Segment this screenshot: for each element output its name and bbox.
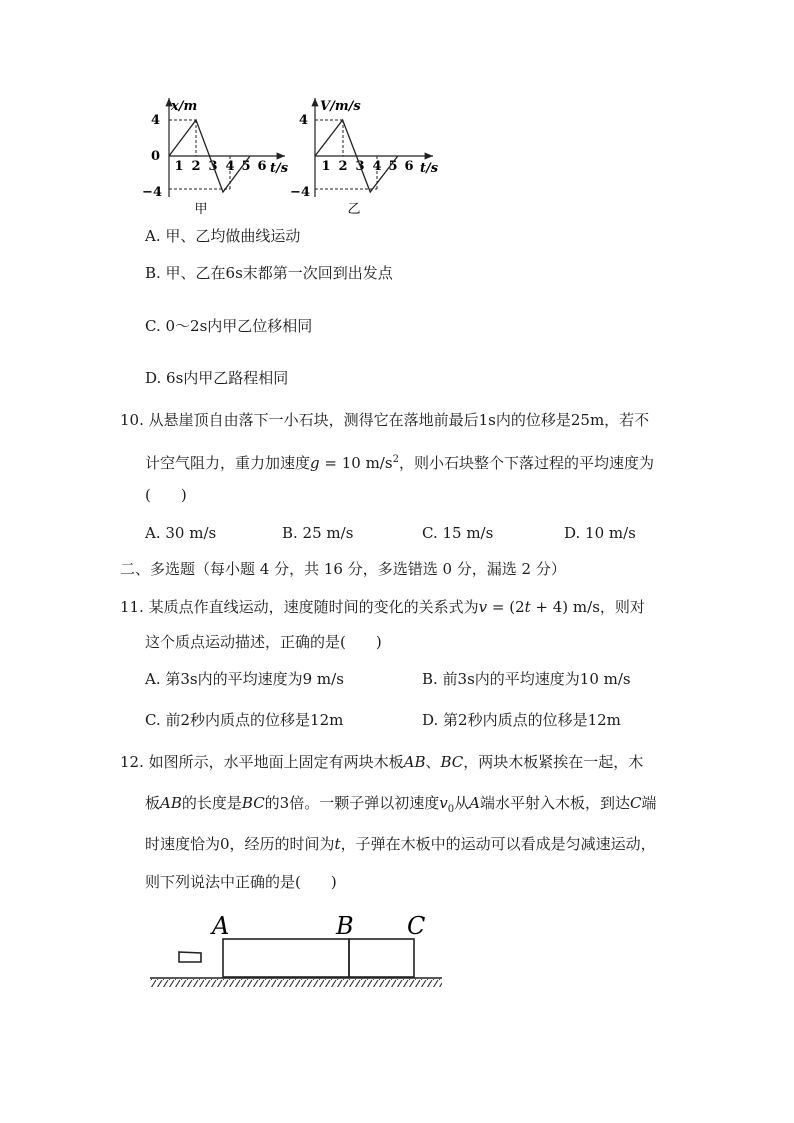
q10-option-d: D. 10 m/s — [564, 524, 636, 542]
section2-heading: 二、多选题（每小题 4 分，共 16 分，多选错选 0 分，漏选 2 分） — [120, 560, 566, 578]
q11-option-a: A. 第3s内的平均速度为9 m/s — [145, 670, 344, 688]
board-ab — [223, 939, 349, 977]
q10-option-b: B. 25 m/s — [282, 524, 354, 542]
x-tick-2: 2 — [338, 159, 348, 174]
x-tick-6: 6 — [404, 159, 414, 174]
q9-option-d: D. 6s内甲乙路程相同 — [145, 369, 289, 387]
q11-line2: 这个质点运动描述，正确的是( ) — [145, 633, 382, 651]
q9-option-b: B. 甲、乙在6s末都第一次回到出发点 — [145, 264, 393, 282]
label-c: C — [407, 912, 426, 940]
graph-jia — [140, 92, 292, 218]
q11-option-d: D. 第2秒内质点的位移是12m — [422, 711, 621, 729]
q9-option-a: A. 甲、乙均做曲线运动 — [145, 227, 301, 245]
label-a: A — [212, 912, 230, 940]
y-tick-4: 4 — [150, 113, 160, 128]
x-tick-3: 3 — [355, 159, 365, 174]
x-tick-1: 1 — [174, 159, 184, 174]
y-tick-4: 4 — [298, 113, 308, 128]
graph-caption: 乙 — [347, 202, 361, 217]
x-tick-4: 4 — [225, 159, 235, 174]
graph-yi — [288, 92, 440, 218]
x-axis-label: t/s — [420, 161, 439, 176]
bullet — [179, 952, 201, 962]
q10-option-c: C. 15 m/s — [422, 524, 494, 542]
q9-option-c: C. 0～2s内甲乙位移相同 — [145, 317, 313, 335]
q12-line4: 则下列说法中正确的是( ) — [145, 873, 337, 891]
graph-caption: 甲 — [194, 202, 208, 217]
x-tick-3: 3 — [208, 159, 218, 174]
x-tick-6: 6 — [257, 159, 267, 174]
board-figure — [145, 908, 445, 994]
q10-line1: 10. 从悬崖顶自由落下一小石块，测得它在落地前最后1s内的位移是25m，若不 — [120, 411, 650, 429]
x-tick-4: 4 — [372, 159, 382, 174]
x-tick-5: 5 — [241, 159, 251, 174]
q12-line2: 板AB的长度是BC的3倍。一颗子弹以初速度$v_0$从A端水平射入木板，到达C端 — [145, 794, 657, 815]
y-axis-label: x/m — [171, 99, 198, 114]
board-bc — [349, 939, 414, 977]
y-tick-0: 0 — [150, 149, 160, 164]
x-tick-2: 2 — [191, 159, 201, 174]
q11-option-b: B. 前3s内的平均速度为10 m/s — [422, 670, 631, 688]
y-tick-neg4: −4 — [142, 185, 162, 200]
q10-option-a: A. 30 m/s — [145, 524, 217, 542]
label-b: B — [336, 912, 354, 940]
q10-line2: 计空气阻力，重力加速度g = 10 $m/s^2$，则小石块整个下落过程的平均速度为 — [145, 454, 654, 472]
ground-hatch — [150, 979, 442, 987]
x-axis-label: t/s — [270, 161, 289, 176]
y-axis-label: V/m/s — [320, 99, 361, 114]
q11-option-c: C. 前2秒内质点的位移是12m — [145, 711, 344, 729]
x-tick-5: 5 — [388, 159, 398, 174]
y-tick-neg4: −4 — [290, 185, 310, 200]
q12-line1: 12. 如图所示，水平地面上固定有两块木板AB、BC，两块木板紧挨在一起，木 — [120, 753, 644, 771]
q11-line1: 11. 某质点作直线运动，速度随时间的变化的关系式为v = (2t + 4) m/s，则对 — [120, 598, 645, 616]
x-tick-1: 1 — [321, 159, 331, 174]
q12-line3: 时速度恰为0，经历的时间为t，子弹在木板中的运动可以看成是匀减速运动， — [145, 835, 656, 853]
q10-line3: ( ) — [145, 486, 187, 504]
